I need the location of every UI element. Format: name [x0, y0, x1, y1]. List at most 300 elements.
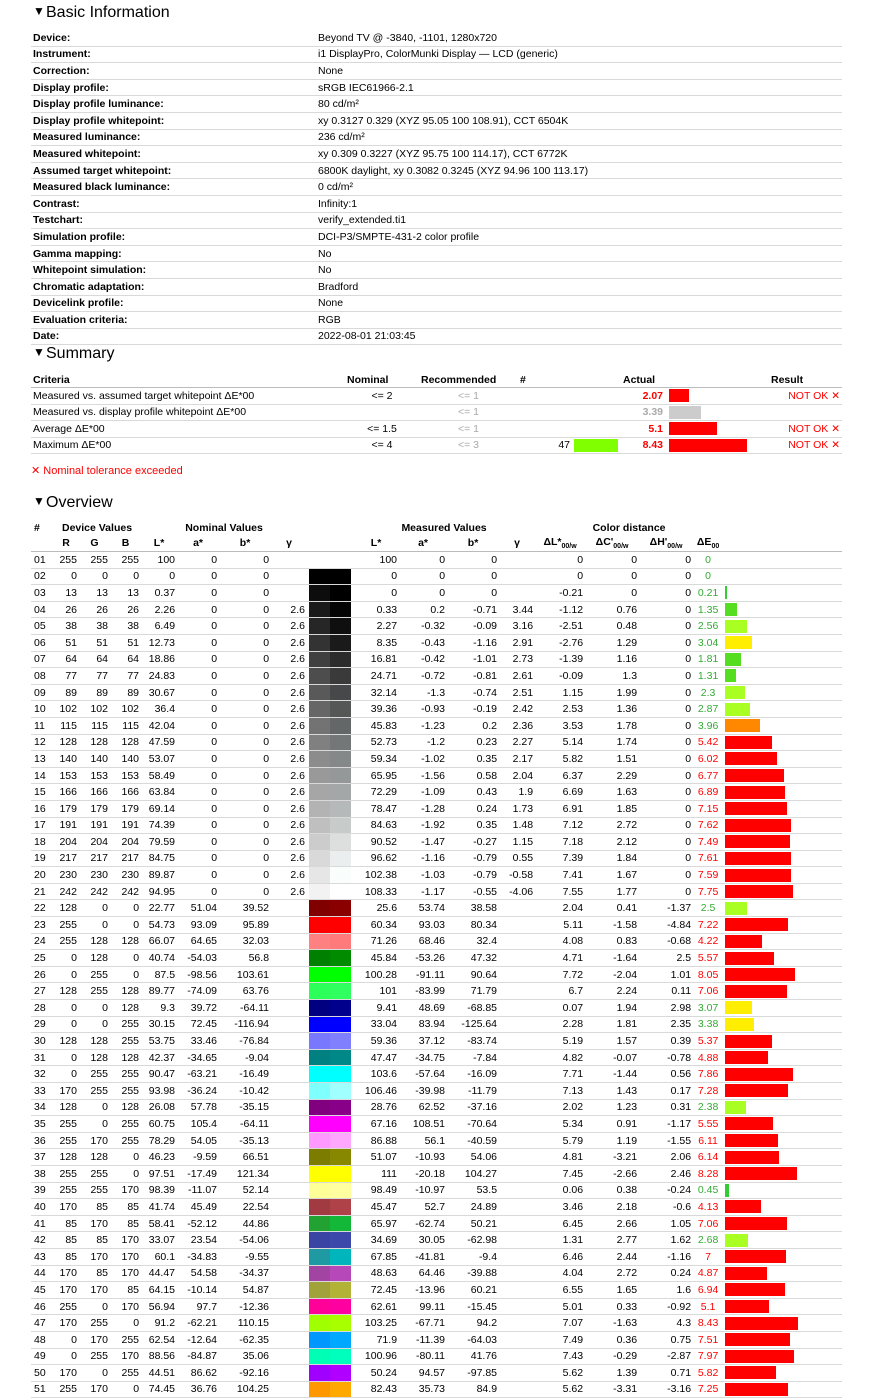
dev-g: 204 — [79, 834, 110, 851]
nominal-swatch — [309, 668, 330, 684]
swatch-pair — [309, 1216, 351, 1232]
delta-e: 0.21 — [693, 585, 723, 602]
meas-l: 100 — [353, 552, 399, 569]
col-count: # — [518, 373, 572, 388]
meas-a: -57.64 — [399, 1066, 447, 1083]
measured-swatch — [330, 867, 351, 883]
measured-swatch — [330, 1100, 351, 1116]
meas-gamma — [499, 983, 535, 1000]
delta-e: 3.07 — [693, 1000, 723, 1017]
dev-b: 89 — [110, 684, 141, 701]
dev-b: 140 — [110, 751, 141, 768]
delta-h: 0 — [639, 817, 693, 834]
row-num: 28 — [31, 1000, 53, 1017]
nom-b: 95.89 — [219, 917, 271, 934]
dev-b: 255 — [110, 1033, 141, 1050]
dev-b: 255 — [110, 1365, 141, 1382]
delta-e-bar-cell — [723, 933, 842, 950]
swatch-pair — [309, 751, 351, 767]
nominal-swatch — [309, 635, 330, 651]
delta-e: 3.96 — [693, 717, 723, 734]
row-num: 06 — [31, 634, 53, 651]
col-nominal: Nominal — [345, 373, 419, 388]
dev-g: 217 — [79, 850, 110, 867]
delta-l: 5.62 — [535, 1365, 585, 1382]
delta-c: 1.51 — [585, 751, 639, 768]
delta-c: 0.48 — [585, 618, 639, 635]
delta-h: -0.6 — [639, 1199, 693, 1216]
nom-b: 44.86 — [219, 1215, 271, 1232]
delta-l: 3.46 — [535, 1199, 585, 1216]
delta-e: 0 — [693, 552, 723, 569]
row-num: 04 — [31, 601, 53, 618]
meas-l: 16.81 — [353, 651, 399, 668]
tolerance-message: ✕ Nominal tolerance exceeded — [31, 465, 183, 477]
color-swatch — [307, 850, 353, 867]
delta-e-bar-cell — [723, 734, 842, 751]
delta-e-bar — [725, 1317, 798, 1330]
dev-r: 26 — [53, 601, 79, 618]
overview-row — [31, 1315, 842, 1332]
meas-l: 48.63 — [353, 1265, 399, 1282]
nom-gamma — [271, 1182, 307, 1199]
delta-c: -0.29 — [585, 1348, 639, 1365]
basic-info-row — [31, 96, 842, 113]
delta-e-bar-cell — [723, 1182, 842, 1199]
basic-info-key: Device: — [31, 30, 316, 46]
meas-gamma — [499, 1248, 535, 1265]
color-swatch — [307, 933, 353, 950]
summary-nominal: <= 4 — [345, 437, 419, 454]
delta-l: -2.76 — [535, 634, 585, 651]
nom-l: 53.07 — [141, 751, 177, 768]
delta-c: 1.39 — [585, 1365, 639, 1382]
delta-h: 0 — [639, 767, 693, 784]
meas-l: 60.34 — [353, 917, 399, 934]
color-swatch — [307, 1000, 353, 1017]
meas-l: 100.96 — [353, 1348, 399, 1365]
meas-gamma — [499, 1099, 535, 1116]
dev-r: 255 — [53, 1116, 79, 1133]
meas-b: 0.43 — [447, 784, 499, 801]
nom-a: -54.03 — [177, 950, 219, 967]
meas-l: 108.33 — [353, 883, 399, 900]
nominal-swatch — [309, 1083, 330, 1099]
dev-b: 170 — [110, 1265, 141, 1282]
dev-b: 170 — [110, 1248, 141, 1265]
nom-b: -92.16 — [219, 1365, 271, 1382]
dev-b: 153 — [110, 767, 141, 784]
delta-c: -1.64 — [585, 950, 639, 967]
meas-a: 93.03 — [399, 917, 447, 934]
meas-b: -7.84 — [447, 1049, 499, 1066]
meas-l: 59.36 — [353, 1033, 399, 1050]
meas-gamma — [499, 1182, 535, 1199]
color-swatch — [307, 601, 353, 618]
nominal-swatch — [309, 569, 330, 585]
basic-info-key: Measured luminance: — [31, 129, 316, 146]
delta-e-bar-cell — [723, 1331, 842, 1348]
meas-b: 41.76 — [447, 1348, 499, 1365]
meas-l: 72.29 — [353, 784, 399, 801]
delta-e-bar-cell — [723, 1348, 842, 1365]
row-num: 05 — [31, 618, 53, 635]
dev-b: 170 — [110, 1182, 141, 1199]
dev-r: 170 — [53, 1282, 79, 1299]
delta-l: 7.49 — [535, 1331, 585, 1348]
nom-b: 0 — [219, 850, 271, 867]
basic-info-row — [31, 162, 842, 179]
dev-g: 170 — [79, 1248, 110, 1265]
nom-gamma — [271, 568, 307, 585]
meas-a: -91.11 — [399, 966, 447, 983]
color-swatch — [307, 585, 353, 602]
meas-b: 0.23 — [447, 734, 499, 751]
nom-b: -76.84 — [219, 1033, 271, 1050]
dev-r: 140 — [53, 751, 79, 768]
dev-g: 255 — [79, 983, 110, 1000]
swatch-pair — [309, 602, 351, 618]
nom-l: 78.29 — [141, 1132, 177, 1149]
meas-a: 48.69 — [399, 1000, 447, 1017]
dev-b: 77 — [110, 668, 141, 685]
overview-row — [31, 1199, 842, 1216]
delta-c: 1.19 — [585, 1132, 639, 1149]
basic-info-row — [31, 179, 842, 196]
basic-info-key: Testchart: — [31, 212, 316, 229]
nom-a: 36.76 — [177, 1381, 219, 1398]
dev-b: 51 — [110, 634, 141, 651]
summary-count — [518, 421, 572, 438]
basic-info-row — [31, 245, 842, 262]
delta-e-bar-cell — [723, 651, 842, 668]
overview-row — [31, 1248, 842, 1265]
dev-r: 128 — [53, 734, 79, 751]
delta-c: 0.36 — [585, 1331, 639, 1348]
nom-l: 84.75 — [141, 850, 177, 867]
delta-e: 6.11 — [693, 1132, 723, 1149]
color-swatch — [307, 1016, 353, 1033]
delta-c: 1.67 — [585, 867, 639, 884]
row-num: 20 — [31, 867, 53, 884]
nom-gamma — [271, 917, 307, 934]
nom-b: 0 — [219, 883, 271, 900]
basic-info-row — [31, 79, 842, 96]
meas-l: 67.16 — [353, 1116, 399, 1133]
nom-gamma — [271, 1199, 307, 1216]
nom-a: 0 — [177, 717, 219, 734]
overview-row — [31, 1298, 842, 1315]
delta-e-bar-cell — [723, 1365, 842, 1382]
delta-e-bar — [725, 802, 787, 815]
nom-a: 0 — [177, 668, 219, 685]
nom-gamma: 2.6 — [271, 634, 307, 651]
delta-e-bar — [725, 1333, 790, 1346]
delta-h: 0 — [639, 850, 693, 867]
dev-b: 0 — [110, 1165, 141, 1182]
delta-e: 8.05 — [693, 966, 723, 983]
basic-info-header[interactable] — [0, 4, 170, 22]
nominal-swatch — [309, 1332, 330, 1348]
delta-h: 0 — [639, 867, 693, 884]
delta-e-bar-cell — [723, 784, 842, 801]
color-swatch — [307, 834, 353, 851]
delta-l: 7.41 — [535, 867, 585, 884]
meas-a: -67.71 — [399, 1315, 447, 1332]
summary-recommended: <= 3 — [419, 437, 518, 454]
row-num: 47 — [31, 1315, 53, 1332]
meas-gamma: 3.16 — [499, 618, 535, 635]
meas-b: -62.98 — [447, 1232, 499, 1249]
measured-swatch — [330, 884, 351, 900]
nom-a: 0 — [177, 850, 219, 867]
nom-l: 26.08 — [141, 1099, 177, 1116]
delta-l: 7.71 — [535, 1066, 585, 1083]
color-swatch — [307, 817, 353, 834]
nom-gamma — [271, 1315, 307, 1332]
overview-row — [31, 751, 842, 768]
overview-row — [31, 1165, 842, 1182]
nom-b: -116.94 — [219, 1016, 271, 1033]
nom-b: 0 — [219, 634, 271, 651]
swatch-pair — [309, 1183, 351, 1199]
measured-swatch — [330, 1050, 351, 1066]
meas-gamma: -0.58 — [499, 867, 535, 884]
row-num: 07 — [31, 651, 53, 668]
overview-row — [31, 1365, 842, 1382]
dev-g: 0 — [79, 1099, 110, 1116]
dev-g: 170 — [79, 1381, 110, 1398]
delta-e-bar-cell — [723, 1199, 842, 1216]
meas-b: 47.32 — [447, 950, 499, 967]
summary-criteria: Maximum ΔE*00 — [31, 437, 345, 454]
overview-row — [31, 1000, 842, 1017]
nom-b: -54.06 — [219, 1232, 271, 1249]
meas-a: -10.93 — [399, 1149, 447, 1166]
nom-gamma: 2.6 — [271, 651, 307, 668]
dev-r: 255 — [53, 1381, 79, 1398]
nom-a: 0 — [177, 834, 219, 851]
nom-b: -35.13 — [219, 1132, 271, 1149]
delta-l: 5.01 — [535, 1298, 585, 1315]
delta-e-bar-cell — [723, 800, 842, 817]
meas-l: 65.95 — [353, 767, 399, 784]
nom-b: 35.06 — [219, 1348, 271, 1365]
delta-l: 2.04 — [535, 900, 585, 917]
summary-count — [518, 388, 572, 405]
nom-b: 39.52 — [219, 900, 271, 917]
swatch-pair — [309, 1133, 351, 1149]
color-swatch — [307, 1215, 353, 1232]
meas-b: -0.55 — [447, 883, 499, 900]
nom-a: 39.72 — [177, 1000, 219, 1017]
dev-r: 0 — [53, 1016, 79, 1033]
delta-e-bar — [725, 603, 737, 616]
delta-e-bar — [725, 885, 792, 898]
meas-a: 62.52 — [399, 1099, 447, 1116]
delta-e-bar — [725, 1217, 786, 1230]
meas-a: -83.99 — [399, 983, 447, 1000]
dev-r: 64 — [53, 651, 79, 668]
delta-l: 7.55 — [535, 883, 585, 900]
nom-gamma — [271, 1165, 307, 1182]
overview-row — [31, 668, 842, 685]
dev-g: 153 — [79, 767, 110, 784]
delta-h: -4.84 — [639, 917, 693, 934]
basic-info-value: 0 cd/m² — [316, 179, 842, 196]
dev-r: 115 — [53, 717, 79, 734]
nom-b: 0 — [219, 684, 271, 701]
delta-c: 1.65 — [585, 1282, 639, 1299]
dev-g: 255 — [79, 1066, 110, 1083]
summary-result: NOT OK ✕ — [769, 421, 842, 438]
dev-b: 217 — [110, 850, 141, 867]
basic-info-row — [31, 229, 842, 246]
overview-row — [31, 1116, 842, 1133]
nom-a: 0 — [177, 751, 219, 768]
nominal-swatch — [309, 1382, 330, 1398]
row-num: 10 — [31, 701, 53, 718]
meas-a: 0 — [399, 585, 447, 602]
overview-row — [31, 1381, 842, 1398]
dev-g: 191 — [79, 817, 110, 834]
delta-c: 1.63 — [585, 784, 639, 801]
delta-c: 0 — [585, 585, 639, 602]
dev-r: 170 — [53, 1083, 79, 1100]
dev-g: 170 — [79, 1215, 110, 1232]
meas-a: 53.74 — [399, 900, 447, 917]
dev-b: 255 — [110, 1083, 141, 1100]
delta-l: 5.14 — [535, 734, 585, 751]
nom-a: 86.62 — [177, 1365, 219, 1382]
nom-l: 91.2 — [141, 1315, 177, 1332]
col-actual-bar — [665, 373, 769, 388]
summary-count — [518, 404, 572, 421]
delta-h: -1.16 — [639, 1248, 693, 1265]
color-swatch — [307, 950, 353, 967]
nom-b: 0 — [219, 717, 271, 734]
delta-l: 7.18 — [535, 834, 585, 851]
nom-gamma: 2.6 — [271, 834, 307, 851]
meas-b: 80.34 — [447, 917, 499, 934]
nom-l: 74.45 — [141, 1381, 177, 1398]
swatch-pair — [309, 1266, 351, 1282]
nominal-swatch — [309, 950, 330, 966]
swatch-pair — [309, 552, 351, 568]
measured-swatch — [330, 635, 351, 651]
measured-swatch — [330, 784, 351, 800]
delta-e: 7.51 — [693, 1331, 723, 1348]
delta-c: 2.44 — [585, 1248, 639, 1265]
delta-h: 0.71 — [639, 1365, 693, 1382]
swatch-pair — [309, 1116, 351, 1132]
meas-l: 52.73 — [353, 734, 399, 751]
delta-l: 7.45 — [535, 1165, 585, 1182]
meas-b: -37.16 — [447, 1099, 499, 1116]
swatch-pair — [309, 1100, 351, 1116]
nom-a: -34.65 — [177, 1049, 219, 1066]
meas-b: -83.74 — [447, 1033, 499, 1050]
row-num: 36 — [31, 1132, 53, 1149]
color-swatch — [307, 1298, 353, 1315]
measured-swatch — [330, 917, 351, 933]
basic-info-key: Correction: — [31, 63, 316, 80]
meas-a: -1.17 — [399, 883, 447, 900]
row-num: 29 — [31, 1016, 53, 1033]
dev-g: 255 — [79, 1315, 110, 1332]
delta-h: 0 — [639, 634, 693, 651]
dev-b: 0 — [110, 917, 141, 934]
nominal-swatch — [309, 1066, 330, 1082]
dev-r: 191 — [53, 817, 79, 834]
delta-e: 7.59 — [693, 867, 723, 884]
meas-a: 0.2 — [399, 601, 447, 618]
nom-l: 41.74 — [141, 1199, 177, 1216]
summary-actual-bar — [669, 406, 701, 419]
overview-header[interactable] — [0, 494, 113, 512]
meas-b: -11.79 — [447, 1083, 499, 1100]
meas-gamma: 1.73 — [499, 800, 535, 817]
delta-e-bar-cell — [723, 1265, 842, 1282]
delta-e-bar-cell — [723, 767, 842, 784]
nom-l: 87.5 — [141, 966, 177, 983]
meas-l: 45.47 — [353, 1199, 399, 1216]
meas-l: 67.85 — [353, 1248, 399, 1265]
ch-B: B — [110, 535, 141, 552]
meas-l: 32.14 — [353, 684, 399, 701]
meas-a: -1.47 — [399, 834, 447, 851]
delta-e-bar-cell — [723, 1215, 842, 1232]
meas-b: -9.4 — [447, 1248, 499, 1265]
nom-a: 0 — [177, 767, 219, 784]
nom-b: -9.04 — [219, 1049, 271, 1066]
measured-swatch — [330, 1017, 351, 1033]
meas-b: -0.27 — [447, 834, 499, 851]
meas-gamma — [499, 552, 535, 569]
dev-b: 64 — [110, 651, 141, 668]
row-num: 01 — [31, 552, 53, 569]
overview-row — [31, 1083, 842, 1100]
meas-gamma: 2.42 — [499, 701, 535, 718]
delta-e: 4.87 — [693, 1265, 723, 1282]
meas-gamma — [499, 1331, 535, 1348]
overview-row — [31, 784, 842, 801]
nom-gamma: 2.6 — [271, 684, 307, 701]
delta-c: -0.07 — [585, 1049, 639, 1066]
nom-b: 0 — [219, 618, 271, 635]
basic-info-row — [31, 112, 842, 129]
dev-g: 0 — [79, 1298, 110, 1315]
dev-g: 179 — [79, 800, 110, 817]
nom-b: -64.11 — [219, 1116, 271, 1133]
delta-h: 0 — [639, 618, 693, 635]
nom-b: 0 — [219, 601, 271, 618]
basic-info-table — [31, 30, 842, 345]
measured-swatch — [330, 602, 351, 618]
dev-g: 170 — [79, 1331, 110, 1348]
row-num: 50 — [31, 1365, 53, 1382]
summary-header[interactable] — [0, 345, 114, 363]
swatch-pair — [309, 784, 351, 800]
nom-l: 88.56 — [141, 1348, 177, 1365]
dev-g: 89 — [79, 684, 110, 701]
row-num: 27 — [31, 983, 53, 1000]
dev-g: 128 — [79, 1049, 110, 1066]
col-count-bar — [572, 373, 621, 388]
delta-e-bar — [725, 1300, 769, 1313]
measured-swatch — [330, 668, 351, 684]
overview-row — [31, 684, 842, 701]
